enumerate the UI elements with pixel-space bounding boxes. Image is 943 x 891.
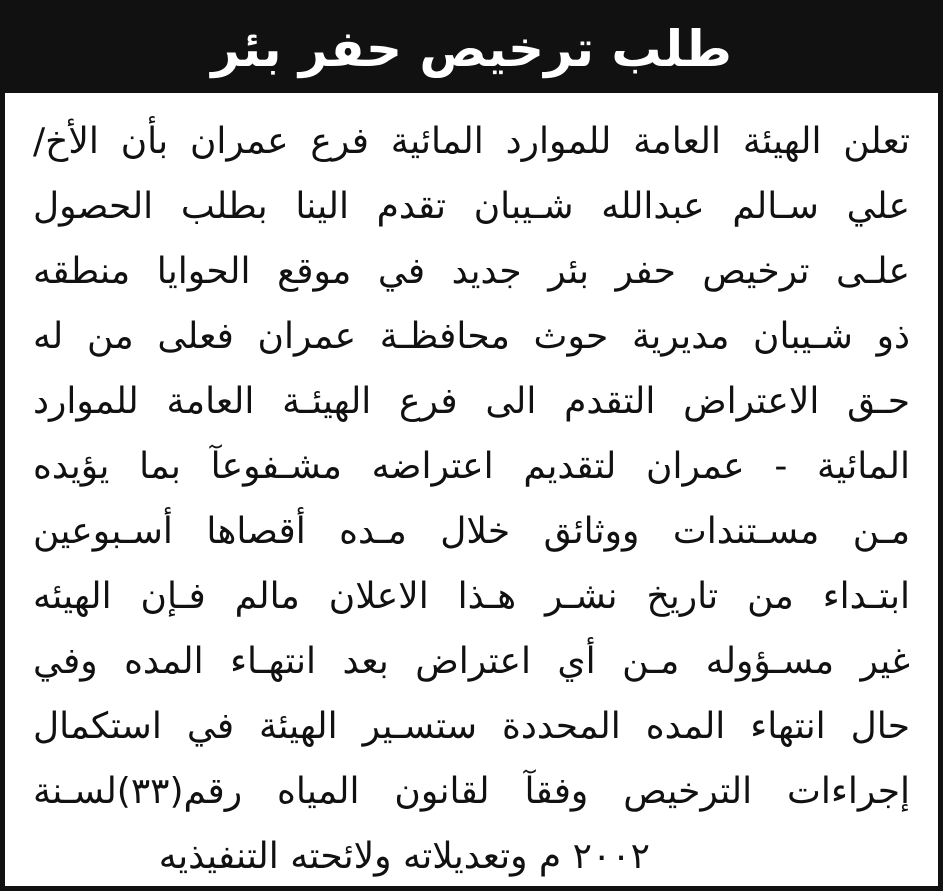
notice-line-1: تعلن الهيئة العامة للموارد المائية فرع عمران بأن الأخ/: [33, 121, 910, 162]
notice-line-9: غير مسـؤوله مـن أي اعتراض بعد انتهـاء المده وفي: [33, 641, 910, 682]
notice-line-5: حـق الاعتراض التقدم الى فرع الهيئـة العامة للموارد: [33, 381, 910, 422]
notice-line-12: ٢٠٠٢ م وتعديلاته ولائحته التنفيذيه: [158, 836, 650, 877]
notice-body: [33, 109, 910, 889]
notice-line-10: حال انتهاء المده المحددة ستسـير الهيئة في استكمال: [33, 706, 910, 747]
notice-line-4: ذو شـيبان مديرية حوث محافظـة عمران فعلى من له: [33, 316, 910, 357]
notice-line-11: إجراءات الترخيص وفقآ لقانون المياه رقم(٣٣)لسـنة: [33, 771, 910, 812]
notice-title: طلب ترخيص حفر بئر: [211, 20, 732, 78]
notice-line-8: ابتـداء من تاريخ نشـر هـذا الاعلان مالم فـإن الهيئه: [33, 576, 910, 617]
notice-line-2: علي سـالم عبدالله شـيبان تقدم الينا بطلب الحصول: [33, 186, 910, 227]
notice-header: [5, 5, 938, 93]
notice-line-7: مـن مسـتندات ووثائق خلال مـده أقصاها أسـبوعين: [33, 511, 910, 552]
notice-line-6: المائية - عمران لتقديم اعتراضه مشـفوعآ بما يؤيده: [33, 446, 910, 487]
notice-line-3: علـى ترخيص حفر بئر جديد في موقع الحوايا منطقه: [33, 251, 910, 292]
